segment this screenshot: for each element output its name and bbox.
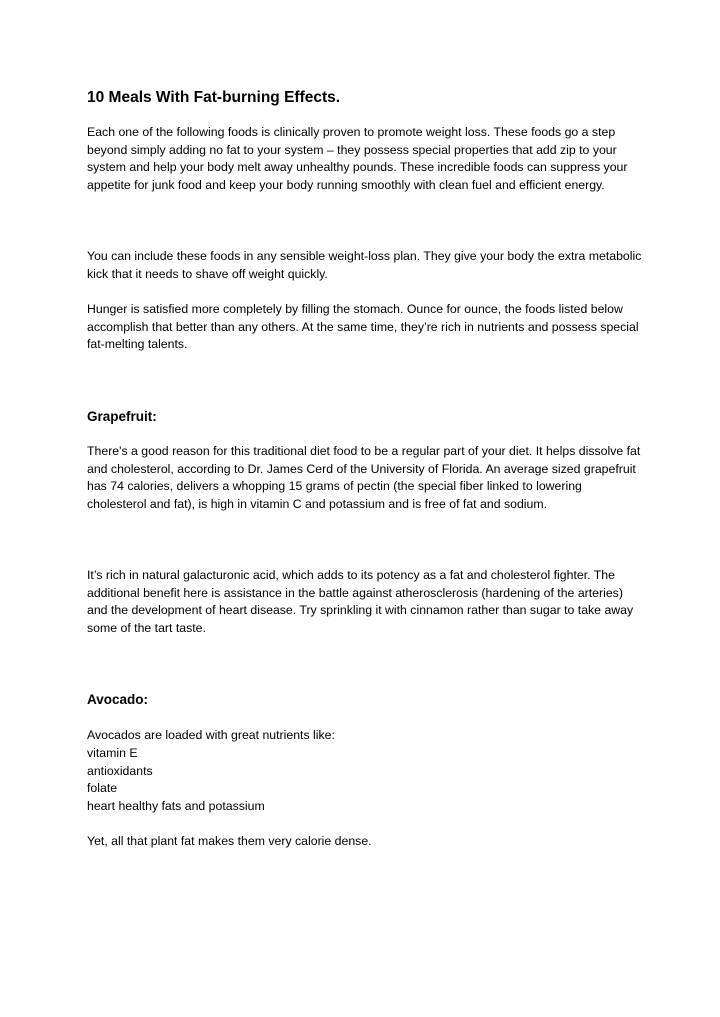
- section-heading-avocado: Avocado:: [87, 692, 149, 707]
- section-heading-grapefruit: Grapefruit:: [87, 409, 157, 424]
- grapefruit-paragraph: There's a good reason for this traditional diet food to be a regular part of your diet. It helps dissolve fat and cholesterol, according to Dr. James Cerd of the University of Florida. An average sized grapefruit has 74 calories, delivers a whopping 15 grams of pectin (the special fiber linked to lowering cholesterol and fat), is high in vitamin C and potassium and is free of fat and sodium.: [87, 444, 641, 511]
- avocado-lead: Avocados are loaded with great nutrients like:: [87, 728, 335, 742]
- grapefruit-paragraph: It’s rich in natural galacturonic acid, which adds to its potency as a fat and cholesterol fighter. The additional benefit here is assistance in the battle against atherosclerosis (hardening of the arteries) and the development of heart disease. Try sprinkling it with cinnamon rather than sugar to take away some of the tart taste.: [87, 568, 634, 635]
- list-item: vitamin E: [87, 746, 138, 760]
- avocado-closing: Yet, all that plant fat makes them very calorie dense.: [87, 834, 372, 848]
- avocado-nutrient-list: [87, 745, 265, 815]
- list-item: heart healthy fats and potassium: [87, 798, 265, 813]
- intro-paragraph: You can include these foods in any sensible weight-loss plan. They give your body the extra metabolic kick that it needs to shave off weight quickly.: [87, 249, 642, 281]
- document-title: 10 Meals With Fat-burning Effects.: [87, 89, 341, 106]
- intro-paragraph: Each one of the following foods is clinically proven to promote weight loss. These foods go a step beyond simply adding no fat to your system – they possess special properties that add zip to your system and help your body melt away unhealthy pounds. These incredible foods can suppress your appetite for junk food and keep your body running smoothly with clean fuel and efficient energy.: [87, 125, 628, 192]
- list-item: folate: [87, 781, 118, 796]
- list-item: antioxidants: [87, 763, 153, 778]
- intro-paragraph: Hunger is satisfied more completely by filling the stomach. Ounce for ounce, the foods listed below accomplish that better than any others. At the same time, they’re rich in nutrients and possess special fat-melting talents.: [87, 302, 639, 352]
